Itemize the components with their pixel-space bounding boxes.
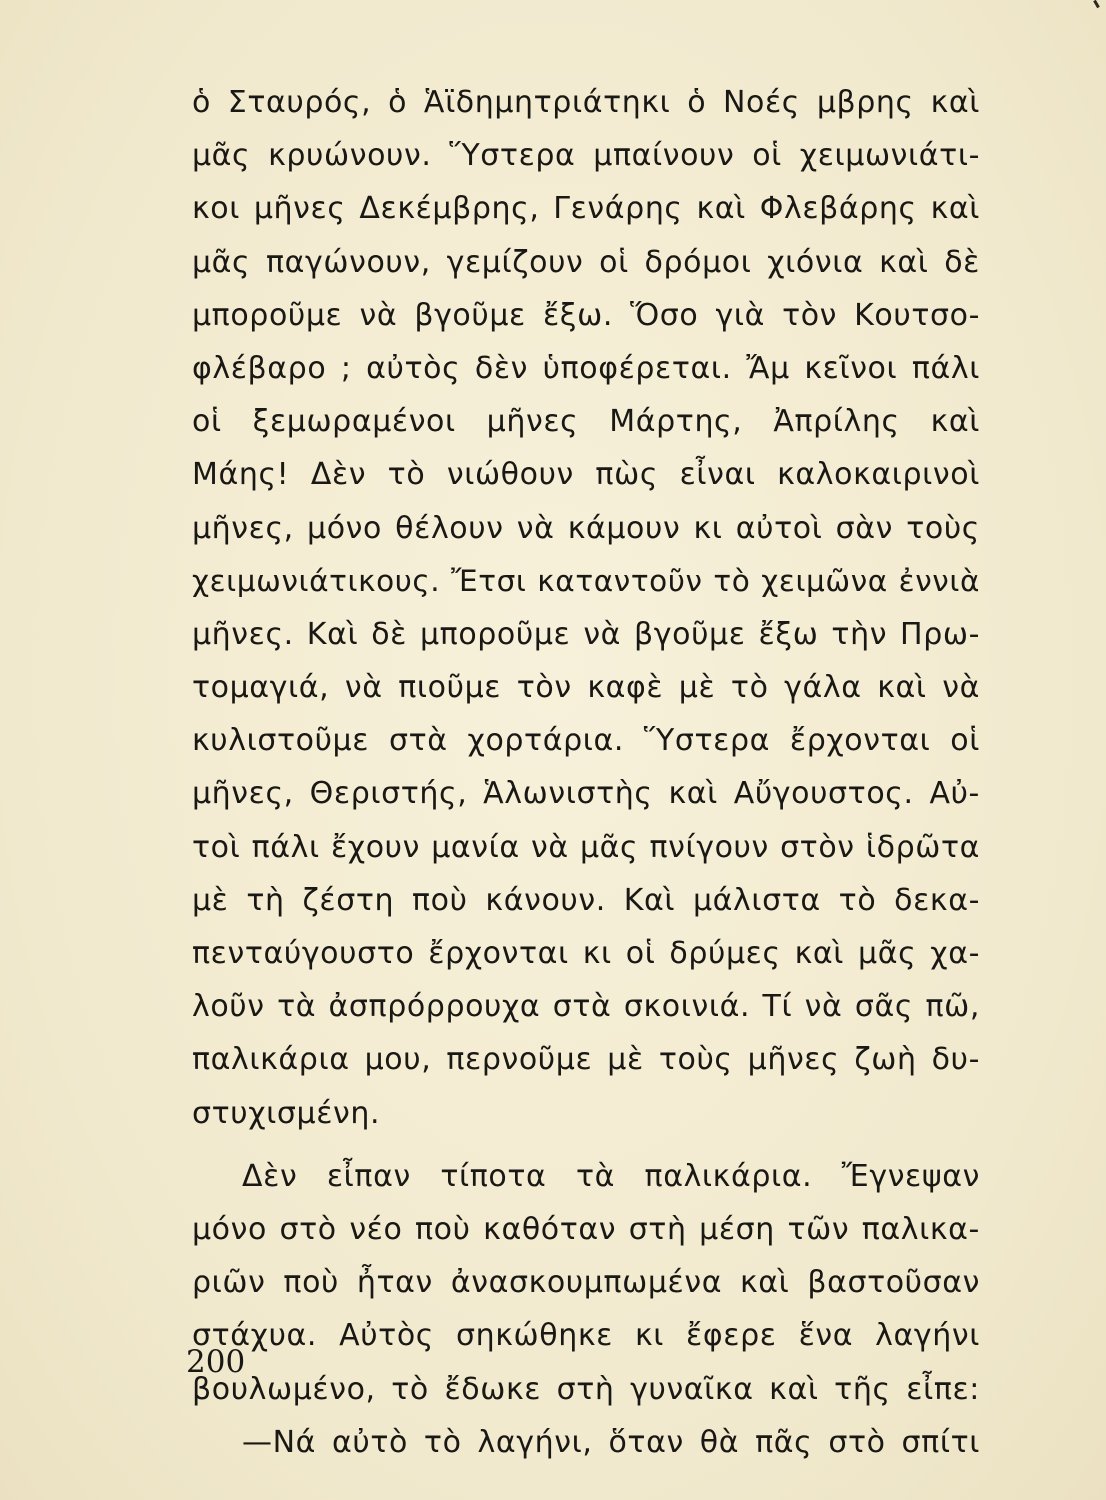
- text-line: μὲ τὴ ζέστη ποὺ κάνουν. Καὶ μάλιστα τὸ δεκα-: [192, 882, 980, 918]
- text-line: πενταύγουστο ἔρχονται κι οἱ δρύμες καὶ μᾶς χα-: [192, 936, 980, 971]
- text-line: —Νά αὐτὸ τὸ λαγήνι, ὅταν θὰ πᾶς στὸ σπίτι: [242, 1424, 980, 1460]
- text-line: κοι μῆνες Δεκέμβρης, Γενάρης καὶ Φλεβάρης καὶ: [192, 191, 980, 227]
- text-line: στάχυα. Αὐτὸς σηκώθηκε κι ἔφερε ἕνα λαγήνι: [192, 1318, 980, 1354]
- text-line: Δὲν εἶπαν τίποτα τὰ παλικάρια. Ἔγνεψαν: [242, 1158, 980, 1194]
- text-line: ὁ Σταυρός, ὁ Ἁϊδημητριάτηκι ὁ Νοές μβρης καὶ: [192, 85, 980, 120]
- text-line: Μάης! Δὲν τὸ νιώθουν πὼς εἶναι καλοκαιρινοὶ: [192, 457, 980, 493]
- text-line: μῆνες, Θεριστής, Ἁλωνιστὴς καὶ Αὔγουστος. Αὐ-: [192, 776, 980, 812]
- text-line: μᾶς παγώνουν, γεμίζουν οἱ δρόμοι χιόνια καὶ δὲ: [192, 244, 980, 280]
- body-text: [192, 76, 992, 1469]
- text-line: μᾶς κρυώνουν. Ὕστερα μπαίνουν οἱ χειμωνιάτι-: [192, 138, 980, 174]
- text-line: ριῶν ποὺ ἦταν ἀνασκουμπωμένα καὶ βαστοῦσαν: [192, 1265, 980, 1301]
- text-line: μόνο στὸ νέο ποὺ καθόταν στὴ μέση τῶν παλικα-: [192, 1211, 980, 1247]
- text-line: στυχισμένη.: [192, 1095, 381, 1131]
- text-line: βουλωμένο, τὸ ἔδωκε στὴ γυναῖκα καὶ τῆς εἶπε:: [192, 1371, 980, 1407]
- page-number: 200: [186, 1344, 246, 1380]
- text-line: τομαγιά, νὰ πιοῦμε τὸν καφὲ μὲ τὸ γάλα καὶ νὰ: [192, 670, 980, 706]
- text-line: παλικάρια μου, περνοῦμε μὲ τοὺς μῆνες ζωὴ δυ-: [192, 1042, 980, 1078]
- text-line: οἱ ξεμωραμένοι μῆνες Μάρτης, Ἀπρίλης καὶ: [192, 404, 980, 440]
- paragraph-gap: [192, 1140, 992, 1150]
- corner-speck: [1093, 0, 1100, 8]
- text-line: μποροῦμε νὰ βγοῦμε ἔξω. Ὅσο γιὰ τὸν Κουτσο-: [192, 297, 980, 333]
- text-line: μῆνες. Καὶ δὲ μποροῦμε νὰ βγοῦμε ἔξω τὴν Πρω-: [192, 616, 980, 652]
- text-line: μῆνες, μόνο θέλουν νὰ κάμουν κι αὐτοὶ σὰν τοὺς: [192, 510, 980, 546]
- text-line: χειμωνιάτικους. Ἔτσι καταντοῦν τὸ χειμῶνα ἐννιὰ: [192, 563, 980, 598]
- text-line: φλέβαρο ; αὐτὸς δὲν ὑποφέρεται. Ἄμ κεῖνοι πάλι: [192, 350, 980, 386]
- text-line: κυλιστοῦμε στὰ χορτάρια. Ὕστερα ἔρχονται οἱ: [192, 723, 980, 759]
- text-line: τοὶ πάλι ἔχουν μανία νὰ μᾶς πνίγουν στὸν ἱδρῶτα: [192, 829, 980, 865]
- text-line: λοῦν τὰ ἀσπρόρρουχα στὰ σκοινιά. Τί νὰ σᾶς πῶ,: [192, 989, 980, 1025]
